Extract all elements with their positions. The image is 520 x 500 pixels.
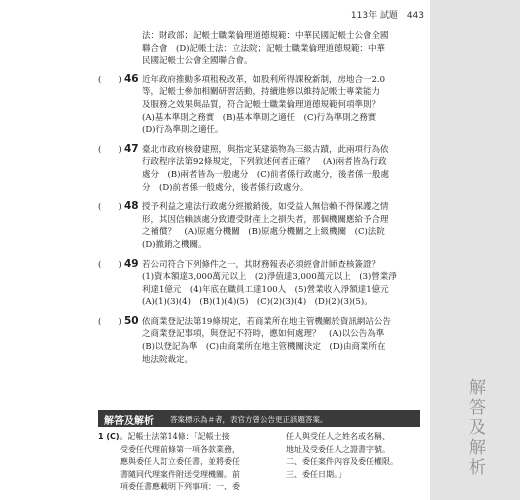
answer-line: 地址及受委任人之證書字號。	[286, 444, 390, 454]
question-line: 依商業登記法第19條規定，若商業所在地主管機關於資訊網站公告	[142, 316, 391, 327]
question-line: 近年政府推動多項租稅改革，如股利所得課稅新制，房地合一2.0	[142, 74, 386, 85]
question-48	[98, 201, 420, 251]
sidebar-tab	[430, 0, 520, 500]
page-header	[351, 8, 424, 21]
text-line: 法：財政部；記帳士職業倫理道德規範：中華民國記帳士公會全國	[142, 31, 389, 41]
question-46	[98, 74, 420, 137]
question-line: (B)以登記為準 (C)由商業所在地主管機關決定 (D)由商業所在	[142, 342, 386, 353]
question-line: 臺北市政府核發建照，與指定某建築物為三級古蹟，此兩項行為依	[142, 144, 389, 155]
previous-answer-continuation	[98, 30, 420, 68]
answer-line: 三、委任日期。」	[286, 469, 346, 479]
question-line: 形，其因信賴該處分致遭受財產上之損失者，那個機關應給予合理	[142, 214, 389, 225]
question-47	[98, 144, 420, 194]
answer-blank: ( )	[98, 144, 122, 155]
question-number: 46	[124, 72, 139, 85]
question-line: 地法院裁定。	[142, 354, 194, 365]
question-50	[98, 316, 420, 366]
answer-line: 受委任代理前條第一項各款業務，	[120, 444, 240, 454]
answer-text: 。記帳士法第14條：「記帳士接	[119, 432, 230, 441]
question-49	[98, 259, 420, 309]
sidebar-label: 解答及解析	[465, 378, 485, 478]
question-number: 47	[124, 142, 139, 155]
question-number: 48	[124, 200, 139, 213]
question-line: 利達1億元 (4)年底在職員工達100人 (5)營業收入淨額達1億元	[142, 284, 389, 295]
answer-explanation-col2	[286, 431, 420, 481]
answer-line	[98, 431, 266, 444]
question-line: 授予利益之違法行政處分經撤銷後，如受益人無信賴不得保護之情	[142, 202, 389, 213]
question-line: 分 (D)前者係一般處分，後者係行政處分。	[142, 182, 309, 193]
answer-key: 1 (C)	[98, 432, 120, 441]
question-line: 之商業登記事項，與登記不符時，應如何處理？ (A)以公告為準	[142, 329, 385, 340]
answers-title: 解答及解析	[104, 416, 154, 427]
question-line: 若公司符合下列條件之一，其財務報表必須經會計師查核簽證？	[142, 259, 381, 270]
answer-line: 應與委任人訂立委任書，並將委任	[120, 457, 240, 466]
question-line: (1)資本額達3,000萬元以上 (2)淨值達3,000萬元以上 (3)營業淨	[142, 272, 397, 283]
question-number: 50	[124, 314, 139, 327]
answer-line: 書隨同代理案件附送受理機關。前	[120, 469, 240, 479]
answer-line: 任人與受任人之姓名或名稱、	[286, 432, 390, 441]
question-number: 49	[124, 257, 139, 270]
answer-blank: ( )	[98, 316, 122, 327]
text-line: 民國記帳士公會全國聯合會。	[142, 56, 253, 67]
question-line: (A)基本準則之務實 (B)基本準則之適任 (C)行為準則之務實	[142, 112, 377, 123]
answers-note: 答案標示為＃者，表官方曾公告更正該題答案。	[170, 415, 328, 424]
year-title: 113年 試題	[350, 11, 398, 21]
text-line: 聯合會 (D)記帳士法：立法院；記帳士職業倫理道德規範：中華	[142, 43, 385, 54]
answer-explanation-col1	[98, 431, 266, 494]
question-line: (D)行為準則之適任。	[142, 125, 224, 136]
question-line: 及服務之效果與品質，符合記帳士職業倫理道德規範何項準則？	[142, 99, 381, 110]
answer-line: 二、委任案件內容及委任權限。	[286, 457, 398, 466]
question-list	[98, 30, 420, 373]
page-number: 443	[406, 11, 424, 21]
answers-header-bar	[98, 410, 420, 427]
question-line: 處分 (B)兩者皆為一般處分 (C)前者係行政處分，後者係一般處	[142, 169, 390, 180]
answer-blank: ( )	[98, 259, 122, 270]
question-line: (D)撤銷之機關。	[142, 239, 207, 250]
question-line: 之補償？ (A)原處分機關 (B)原處分機關之上級機關 (C)法院	[142, 227, 385, 238]
question-line: 行政程序法第92條規定，下列敘述何者正確？ (A)兩者皆為行政	[142, 157, 387, 168]
question-line: (A)(1)(3)(4) (B)(1)(4)(5) (C)(2)(3)(4) (D)(2)(3)(5)。	[142, 297, 373, 308]
answer-blank: ( )	[98, 74, 122, 85]
answer-blank: ( )	[98, 202, 122, 213]
answer-line: 項委任書應載明下列事項：一、委	[120, 482, 240, 491]
question-line: 等，記帳士參加相關研習活動，持續進修以維持記帳士專業能力	[142, 87, 381, 98]
